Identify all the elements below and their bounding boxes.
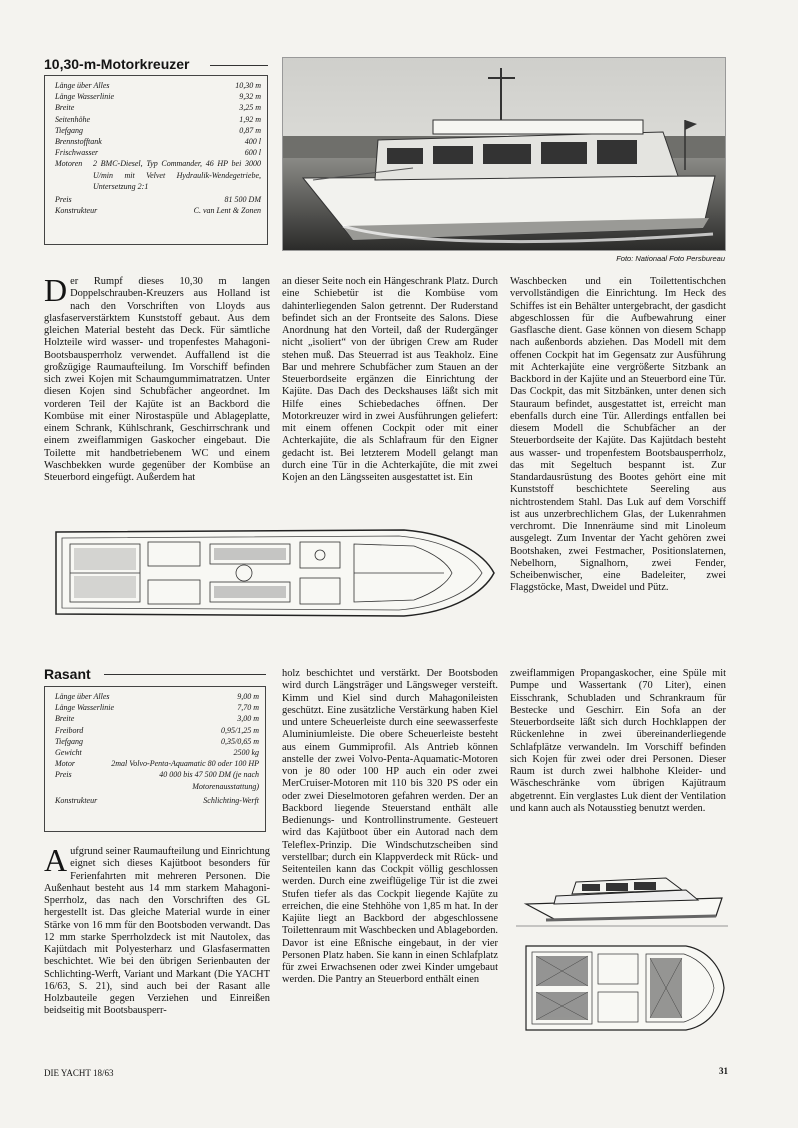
spec-value: 9,00 m [237,692,259,701]
spec-label: Breite [55,714,75,724]
dropcap: D [44,272,68,308]
deck-plan-drawing [44,524,499,622]
spec-value: 2500 kg [233,748,259,758]
article1-title: 10,30-m-Motorkreuzer [44,56,190,72]
spec-value: 1,92 m [239,114,261,124]
spec-label: Seitenhöhe [55,114,91,124]
motorcruiser-photo [282,57,726,251]
article2-column-2: holz beschichtet und verstärkt. Der Bootsboden wird durch Längsträger und Längsweger versteift. Kimm und Kiel sind durch Mahagonileisten geschützt. Eine zusätzliche Verstärkung haben Kiel und untere Scheuerleiste durch eine seewasserfeste Aluminiumleiste. Die obere Scheuerleiste besteht aus einem Gummiprofil. Als Antrieb können anstelle der zwei Volvo-Penta-Aquamatic-Motoren von je 80 oder 100 HP auch ein oder zwei MerCruiser-Motoren mit 110 bis 320 PS oder ein oder zwei Dieselmotoren gefahren werden. Der an Backbord liegende Steuerstand enthält alle Bedienungs- und Kontrollinstrumente. Gesteuert wird das Kajütboot über ein Autorad nach dem Teleflex-Prinzip. Die Windschutzscheiben sind verstellbar; durch ein Klappverdeck mit Rück- und Seitenteilen kann das Cockpit völlig geschlossen werden. Durch eine zweiflügelige Tür ist die zwei Stufen tiefer als das Cockpit liegende Kajüte zu erreichen, die eine Stehhöhe von 1,85 m hat. In der Kajüte liegt an Backbord der abgeschlossene Toilettenraum mit Waschbecken und Ablageborden. Davor ist eine Eßnische eingebaut, in der vier Personen Platz haben. Sie kann in einen Schlafplatz für zwei Erwachsenen oder zwei Kinder umgebaut werden. Die Pantry an Steuerbord enthält einen [282,668,498,986]
spec-row [55,147,261,158]
spec-row-designer: Konstrukteur Schlichting-Werft [55,795,259,805]
spec-label: Länge über Alles [55,692,110,701]
spec-value: 400 l [244,137,261,147]
spec-value: 81 500 DM [224,195,261,205]
dropcap: A [44,842,68,878]
rasant-side-and-plan-illustration [516,846,728,1036]
article2-column-1: Aufgrund seiner Raumaufteilung und Einrichtung eignet sich dieses Kajütboot besonders für Ferienfahrten mit mehreren Personen. Die Außenhaut besteht aus 14 mm starkem Mahagoni-Sperrholz, das nach den Vorschriften des GL hergestellt ist. Das gleiche Material wurde in einer Stärke von 16 mm für den Bootsboden verwandt. Das 12 mm starke Sperrholzdeck ist mit Nautolex, das Kajütdach mit Polyesterharz und Glasfasermatten beschichtet. Wie bei den übrigen Serienbauten der Schlichting-Werft, Variant und Markant (Die YACHT 16/63, S. 21), sind auch bei der Rasant alle Holzbauteile gegen Verziehen und Einreißen beidseitig mit Bootsbausperr- [44,842,270,1017]
spec-row [55,691,259,702]
spec-row [55,80,261,91]
article1-column-2: an dieser Seite noch ein Hängeschrank Platz. Durch eine Schiebetür ist die Kombüse vom dahinterliegenden Salon getrennt. Der Ruderstand befindet sich an der Frontseite des Salons. Diese Anordnung hat den Vorteil, daß der Rudergänger nicht „isoliert“ von der übrigen Crew am Ruder stehen muß. Das Steuerrad ist aus Teakholz. Eine Bar und mehrere Schubfächer zum Stauen an der Steuerbordseite ergänzen die Einrichtung der Kajüte. Das Dach des Deckshauses läßt sich mit Hilfe eines Schiebedaches öffnen. Der Motorkreuzer wird in zwei Ausführungen geliefert: mit einem offenen Cockpit oder mit einer Achterkajüte, die als Schlafraum für den Eigner gedacht ist. Bei letzterem Modell gelangt man durch eine Tür in die Achterkajüte, die mit zwei Kojen an den Längsseiten ausgestattet ist. Ein [282,276,498,483]
spec-row [55,125,261,136]
spec-row [55,194,261,205]
article1-spec-box [44,75,268,245]
spec-row [55,136,261,147]
title-rule [104,674,266,675]
spec-row-motor: Motor 2mal Volvo-Penta-Aquamatic 80 oder 100 HP [55,759,259,769]
spec-label: Breite [55,103,75,113]
page-number: 31 [719,1066,728,1076]
spec-label: Länge Wasserlinie [55,703,115,713]
spec-row [55,102,261,113]
spec-label: Gewicht [55,748,82,758]
spec-value: 600 l [244,148,261,158]
spec-row [55,747,259,758]
spec-value: 9,32 m [239,92,261,102]
spec-row [55,713,259,724]
rasant-drawings [516,846,728,1036]
spec-label: Brennstofftank [55,137,102,147]
article2-spec-box [44,686,266,832]
spec-value: C. van Lent & Zonen [193,206,261,216]
spec-row [55,205,261,216]
spec-value: 7,70 m [237,703,259,713]
spec-row [55,91,261,102]
spec-label: Länge über Alles [55,81,110,90]
spec-value: 0,87 m [239,125,261,135]
deck-plan-illustration [44,524,499,622]
spec-label: Preis [55,195,72,205]
footer-magazine-issue: DIE YACHT 18/63 [44,1068,114,1078]
spec-row [55,736,259,747]
article1-column-1: Der Rumpf dieses 10,30 m langen Doppelschrauben-Kreuzers aus Holland ist nach den Vorschriften von Lloyds aus glasfaserverstärktem Kunststoff gebaut. Aus dem gleichen Material besteht das Deck. Für sämtliche Holzteile wird wasser- und tropenfestes Mahagoni-Bootsbausperrholz verwendet. Auffallend ist die großzügige Raumaufteilung. Im Vorschiff befinden sich zwei Kojen mit Schaumgummimatratzen. Unter diesen Kojen sind Schubfächer angeordnet. Im vorderen Teil der Kajüte ist an Backbord die Kombüse mit einer Nirostaspüle und Ablageplatte, einem Schrank, Kühlschrank, Geschirrschrank und einem zweiflammigen Gaskocher eingebaut. Die Toilette mit handbetriebenem WC und einem Waschbekken wurde gegenüber der Kombüse an Steuerbord eingefügt. Außerdem hat [44,272,270,483]
spec-label: Tiefgang [55,125,84,135]
article2-column-3: zweiflammigen Propangaskocher, eine Spüle mit Pumpe und Wassertank (70 Liter), einen Eisschrank, Schubladen und Schrankraum für Bestecke und Geschirr. Ein Sofa an der Steuerbordseite läßt sich durch Hochklappen der Rückenlehne in zwei übereinanderliegende Schlafplätze verwandeln. Im Vorschiff befinden sich Kojen für zwei oder drei Personen. Dieser Raum ist durch zwei halbhohe Kleider- und Wäscheschränke vom übrigen Kajütraum abgetrennt. Ein verglastes Luk dient der Ventilation und kann auch als Notausstieg benutzt werden. [510,668,726,814]
spec-value: 3,25 m [239,103,261,113]
article2-title: Rasant [44,666,91,682]
spec-value: 3,00 m [237,714,259,724]
spec-value: 0,95/1,25 m [221,725,259,735]
spec-label: Tiefgang [55,736,84,746]
spec-row-price: Preis 40 000 bis 47 500 DM (je nach Motorenausstattung) [55,770,259,791]
spec-label: Konstrukteur [55,206,98,216]
boat-photo-illustration [283,58,725,250]
spec-row-motor: Motoren 2 BMC-Diesel, Typ Commander, 46 HP bei 3000 U/min mit Velvet Hydraulik-Wendegetriebe, Untersetzung 2:1 [55,159,261,191]
spec-label: Freibord [55,725,84,735]
spec-value: 0,35/0,65 m [221,736,259,746]
spec-row [55,114,261,125]
spec-row [55,725,259,736]
spec-value: 10,30 m [235,81,261,90]
spec-label: Frischwasser [55,148,99,158]
photo-credit: Foto: Nationaal Foto Persbureau [616,254,725,263]
article1-column-3: Waschbecken und ein Toilettentischchen vervollständigen die Einrichtung. Im Heck des Schiffes ist ein Behälter untergebracht, der gasdicht abgeschlossen für die Aufbewahrung einer Gasflasche dient. Gase können von diesem Schapp nach außenbords abziehen. Das Modell mit dem offenen Cockpit hat im Gegensatz zur Ausführung mit Achterkajüte eine vergrößerte Sitzbank an Backbord in der Kajüte und an Steuerbord eine Tür. Das Cockpit, das mit Sitzbänken, unter denen sich Stauraum befindet, ausgestattet ist, erreicht man ebenfalls durch eine Tür. Allerdings entfallen bei diesem Modell die Schubfächer an der Steuerbordseite der Kajüte. Das Kajütdach besteht aus wasser- und tropenfestem Bootsbausperrholz, das mit Segeltuch bespannt ist. Zur Standardausrüstung des Bootes gehört eine mit Kunststoff beschichtete Seereling aus nichtrostendem Stahl. Das Luk auf dem Vorschiff ist aus unzerbrechlichem Glas, der Lukenrahmen verchromt. Die Innenräume sind mit Linoleum ausgelegt. Zum Inventar der Yacht gehören zwei Bootshaken, zwei Festmacher, Positionslaternen, Nebelhorn, Signalhorn, zwei Fender, Scheibenwischer, eine Badeleiter, zwei Flaggstöcke, Mast, Dweidel und Pütz. [510,276,726,594]
spec-label: Länge Wasserlinie [55,92,115,102]
spec-row [55,702,259,713]
title-rule [210,65,268,66]
